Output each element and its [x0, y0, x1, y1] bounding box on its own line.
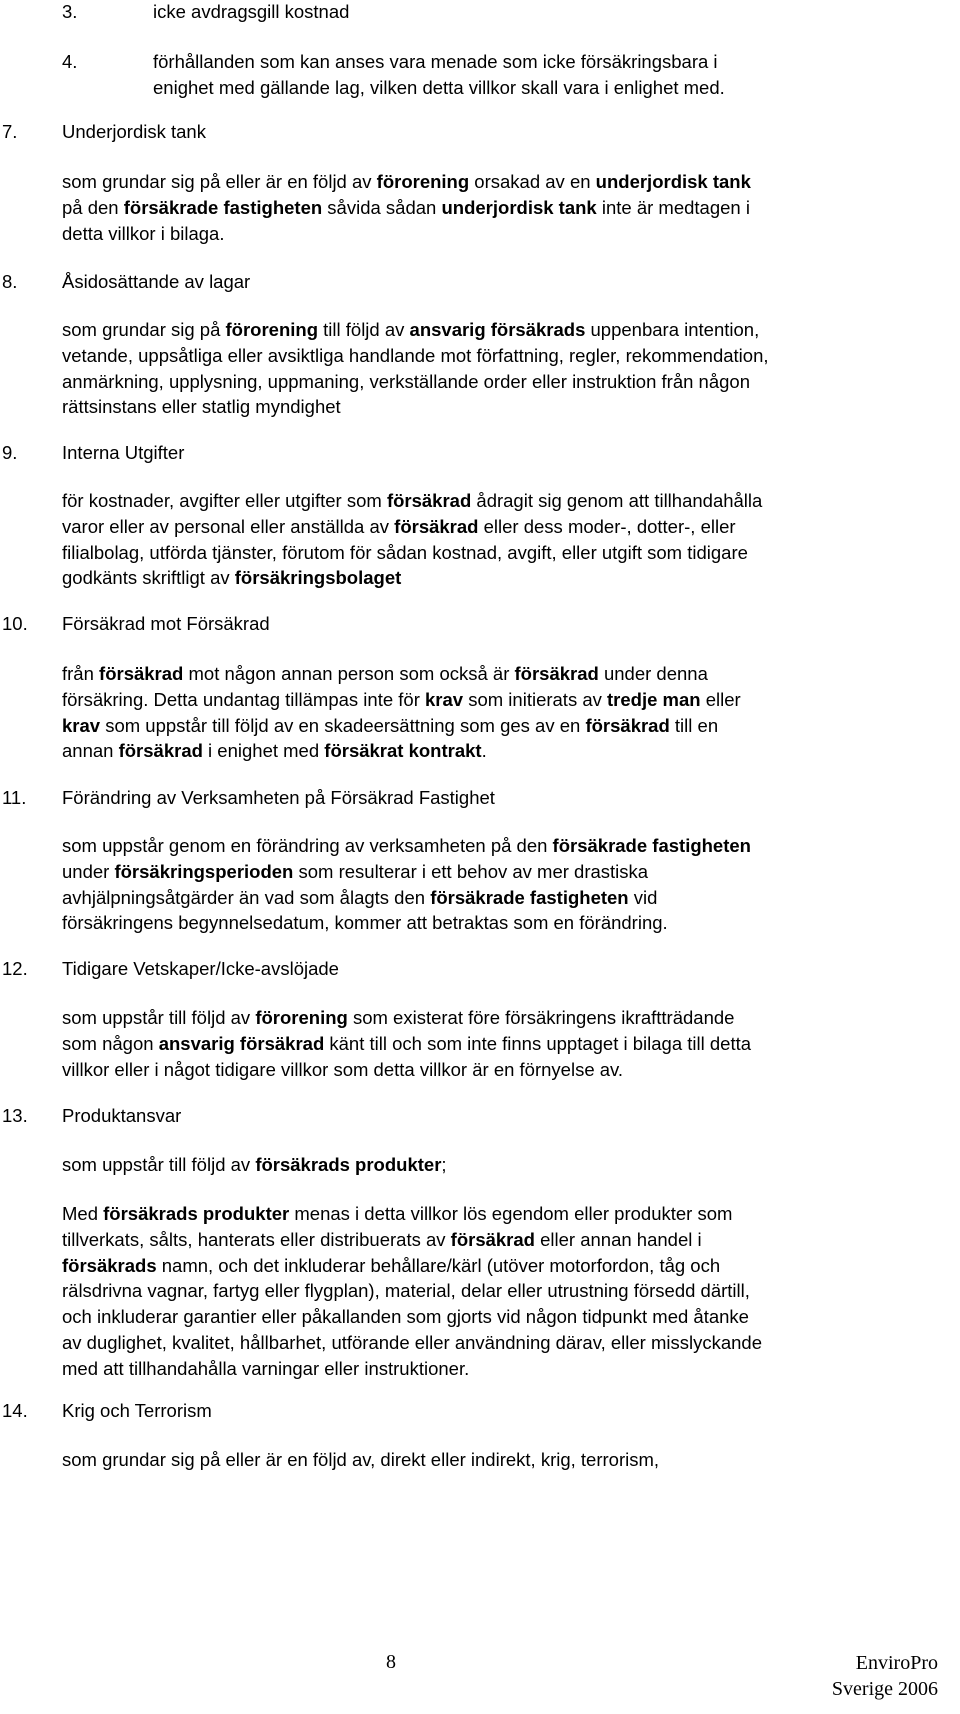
paragraph-text: [62, 1058, 623, 1082]
paragraph-text: [62, 834, 751, 858]
paragraph-line: [0, 1153, 960, 1177]
text-run: från: [62, 663, 100, 684]
paragraph-line: [0, 489, 960, 513]
text-run: detta villkor i bilaga.: [62, 222, 225, 244]
text-run: rättsinstans eller statlig myndighet: [62, 396, 341, 418]
section-title: Produktansvar: [62, 1105, 182, 1126]
sublist-line: [0, 50, 960, 74]
section-heading: [0, 786, 960, 810]
paragraph-text: [62, 344, 769, 368]
section-heading: [0, 1104, 960, 1128]
paragraph-line: [0, 566, 960, 590]
text-run: Med: [62, 1203, 104, 1224]
paragraph-line: [0, 739, 960, 763]
paragraph-line: [0, 1331, 960, 1355]
text-run: mot någon annan person som också är: [183, 663, 515, 684]
text-run: eller: [700, 688, 741, 710]
paragraph-text: [62, 1006, 734, 1030]
paragraph-text: [62, 1228, 702, 1252]
paragraph-line: [0, 714, 960, 738]
sublist-number: 4.: [62, 51, 78, 72]
paragraph-text: [62, 1254, 720, 1278]
text-run: .: [481, 740, 487, 762]
defined-term: förorening: [225, 319, 319, 340]
text-run: som initierats av: [463, 688, 608, 710]
footer-brand: [832, 1650, 938, 1702]
paragraph-text: [62, 1153, 447, 1177]
defined-term: tredje man: [607, 688, 701, 710]
paragraph-line: [0, 1279, 960, 1303]
paragraph-text: [62, 1305, 749, 1329]
paragraph-text: [62, 1032, 751, 1056]
paragraph-text: [62, 370, 750, 394]
text-run: såvida sådan: [322, 196, 442, 218]
paragraph-text: [62, 395, 341, 419]
text-run: namn, och det inkluderar behållare/kärl (utöver motorfordon, tåg och: [156, 1254, 721, 1276]
text-run: villkor eller i något tidigare villkor som detta villkor är en förnyelse av.: [62, 1058, 624, 1080]
sublist-text: förhållanden som kan anses vara menade som icke försäkringsbara i: [153, 51, 718, 72]
text-run: tillverkats, sålts, hanterats eller distribuerats av: [62, 1228, 451, 1250]
section-title: Krig och Terrorism: [62, 1400, 212, 1421]
section-title: Förändring av Verksamheten på Försäkrad Fastighet: [62, 787, 495, 808]
section-number: 14.: [2, 1400, 28, 1421]
paragraph-line: [0, 688, 960, 712]
text-run: vid: [628, 886, 658, 908]
defined-term: ansvarig försäkrad: [158, 1032, 325, 1054]
page-number: 8: [386, 1651, 396, 1673]
section-number: 7.: [2, 121, 18, 142]
paragraph-line: [0, 170, 960, 194]
defined-term: försäkrad: [514, 663, 599, 684]
paragraph-text: [62, 688, 741, 712]
brand-name: EnviroPro: [855, 1652, 938, 1674]
paragraph-text: [62, 196, 750, 220]
sublist-text: icke avdragsgill kostnad: [153, 1, 350, 22]
paragraph-line: [0, 1228, 960, 1252]
defined-term: försäkringsbolaget: [234, 567, 402, 589]
paragraph-line: [0, 1254, 960, 1278]
text-run: orsakad av en: [469, 171, 596, 192]
text-run: uppenbara intention,: [585, 319, 760, 340]
paragraph-line: [0, 1032, 960, 1056]
text-run: känt till och som inte finns upptaget i bilaga till detta: [324, 1032, 752, 1054]
defined-term: krav: [62, 714, 101, 736]
section-heading: [0, 441, 960, 465]
section-number: 9.: [2, 442, 18, 463]
text-run: med att tillhandahålla varningar eller instruktioner.: [62, 1357, 470, 1379]
text-run: avhjälpningsåtgärder än vad som ålagts den: [62, 886, 431, 908]
text-run: som uppstår till följd av: [62, 1007, 256, 1028]
text-run: försäkring. Detta undantag tillämpas inte för: [62, 688, 425, 710]
text-run: ådragit sig genom att tillhandahålla: [471, 490, 763, 511]
paragraph-text: [62, 170, 751, 194]
defined-term: förorening: [255, 1007, 348, 1028]
text-run: som existerat före försäkringens ikraftträdande: [347, 1007, 735, 1028]
paragraph-text: [62, 911, 668, 935]
paragraph-text: [62, 860, 648, 884]
paragraph-line: [0, 1357, 960, 1381]
text-run: och inkluderar garantier eller påkallanden som gjorts vid någon tidpunkt med åtanke: [62, 1306, 749, 1328]
text-run: under: [62, 860, 115, 882]
defined-term: försäkrad: [118, 740, 203, 762]
section-number: 10.: [2, 613, 28, 634]
text-run: filialbolag, utförda tjänster, förutom för sådan kostnad, avgift, eller utgift som tidigare: [62, 541, 748, 563]
defined-term: försäkrade fastigheten: [430, 886, 629, 908]
section-heading: [0, 1399, 960, 1423]
paragraph-text: [62, 1202, 732, 1226]
paragraph-line: [0, 318, 960, 342]
paragraph-line: [0, 886, 960, 910]
text-run: på den: [62, 196, 124, 218]
text-run: eller dess moder-, dotter-, eller: [478, 515, 736, 537]
paragraph-text: [62, 886, 657, 910]
text-run: av duglighet, kvalitet, hållbarhet, utförande eller användning därav, eller misslyckande: [62, 1332, 762, 1353]
paragraph-text: [62, 566, 401, 590]
defined-term: försäkrat kontrakt: [324, 740, 482, 762]
section-heading: [0, 120, 960, 144]
sublist-text: enighet med gällande lag, vilken detta villkor skall vara i enlighet med.: [153, 77, 725, 98]
paragraph-line: [0, 662, 960, 686]
paragraph-text: [62, 222, 224, 246]
text-run: ;: [441, 1154, 447, 1175]
paragraph-line: [0, 395, 960, 419]
text-run: inte är medtagen i: [596, 196, 750, 218]
defined-term: försäkrade fastigheten: [123, 196, 323, 218]
text-run: som uppstår till följd av: [62, 1154, 256, 1175]
section-heading: [0, 270, 960, 294]
paragraph-text: [62, 541, 748, 565]
defined-term: försäkrad: [585, 714, 670, 736]
paragraph-line: [0, 1448, 960, 1472]
paragraph-line: [0, 196, 960, 220]
paragraph-text: [62, 1448, 659, 1472]
text-run: till följd av: [318, 319, 410, 340]
section-title: Interna Utgifter: [62, 442, 185, 463]
section-number: 11.: [2, 787, 27, 808]
text-run: menas i detta villkor lös egendom eller produkter som: [289, 1203, 733, 1224]
text-run: till en: [669, 714, 719, 736]
defined-term: försäkrads produkter: [255, 1154, 442, 1175]
text-run: under denna: [598, 663, 708, 684]
text-run: godkänts skriftligt av: [62, 567, 235, 589]
text-run: försäkringens begynnelsedatum, kommer att betraktas som en förändring.: [62, 912, 668, 934]
defined-term: försäkrads: [62, 1254, 157, 1276]
sublist-line: [0, 76, 960, 100]
text-run: vetande, uppsåtliga eller avsiktliga handlande mot författning, regler, rekommendation,: [62, 344, 769, 366]
defined-term: försäkrad: [394, 515, 479, 537]
paragraph-line: [0, 515, 960, 539]
paragraph-text: [62, 1279, 750, 1303]
defined-term: försäkrade fastigheten: [552, 835, 751, 856]
paragraph-text: [62, 739, 487, 763]
defined-term: underjordisk tank: [595, 171, 751, 192]
paragraph-line: [0, 1006, 960, 1030]
paragraph-text: [62, 662, 708, 686]
text-run: som grundar sig på eller är en följd av, direkt eller indirekt, krig, terrorism,: [62, 1449, 660, 1470]
text-run: eller annan handel i: [534, 1228, 702, 1250]
brand-edition: Sverige 2006: [831, 1678, 938, 1700]
defined-term: underjordisk tank: [441, 196, 597, 218]
paragraph-line: [0, 344, 960, 368]
text-run: varor eller av personal eller anställda av: [62, 515, 395, 537]
paragraph-text: [62, 1357, 469, 1381]
text-run: som någon: [62, 1032, 159, 1054]
text-run: anmärkning, upplysning, uppmaning, verkställande order eller instruktion från någon: [62, 370, 750, 392]
sublist-line: [0, 0, 960, 24]
defined-term: försäkringsperioden: [114, 860, 294, 882]
section-heading: [0, 612, 960, 636]
section-title: Underjordisk tank: [62, 121, 206, 142]
paragraph-line: [0, 370, 960, 394]
defined-term: krav: [425, 688, 464, 710]
text-run: som grundar sig på: [62, 319, 226, 340]
paragraph-line: [0, 1058, 960, 1082]
defined-term: ansvarig försäkrads: [409, 319, 586, 340]
paragraph-line: [0, 911, 960, 935]
section-title: Tidigare Vetskaper/Icke-avslöjade: [62, 958, 339, 979]
text-run: som resulterar i ett behov av mer drastiska: [293, 860, 649, 882]
text-run: annan: [62, 740, 119, 762]
paragraph-text: [62, 714, 718, 738]
paragraph-text: [62, 515, 736, 539]
text-run: i enighet med: [202, 740, 325, 762]
section-number: 13.: [2, 1105, 28, 1126]
paragraph-line: [0, 1202, 960, 1226]
text-run: för kostnader, avgifter eller utgifter som: [62, 490, 387, 511]
paragraph-text: [62, 489, 762, 513]
text-run: som uppstår till följd av en skadeersättning som ges av en: [100, 714, 586, 736]
section-title: Åsidosättande av lagar: [62, 271, 251, 292]
paragraph-line: [0, 1305, 960, 1329]
section-heading: [0, 957, 960, 981]
paragraph-text: [62, 318, 759, 342]
paragraph-line: [0, 541, 960, 565]
paragraph-line: [0, 860, 960, 884]
defined-term: försäkrad: [99, 663, 184, 684]
text-run: som uppstår genom en förändring av verksamheten på den: [62, 835, 553, 856]
text-run: som grundar sig på eller är en följd av: [62, 171, 377, 192]
paragraph-line: [0, 222, 960, 246]
section-number: 12.: [2, 958, 28, 979]
section-number: 8.: [2, 271, 18, 292]
defined-term: försäkrad: [386, 490, 472, 511]
defined-term: förorening: [376, 171, 470, 192]
defined-term: försäkrads produkter: [103, 1203, 290, 1224]
paragraph-line: [0, 834, 960, 858]
paragraph-text: [62, 1331, 762, 1355]
defined-term: försäkrad: [450, 1228, 535, 1250]
sublist-number: 3.: [62, 1, 78, 22]
section-title: Försäkrad mot Försäkrad: [62, 613, 270, 634]
text-run: rälsdrivna vagnar, fartyg eller flygplan), material, delar eller utrustning försedd därtill,: [62, 1280, 750, 1302]
